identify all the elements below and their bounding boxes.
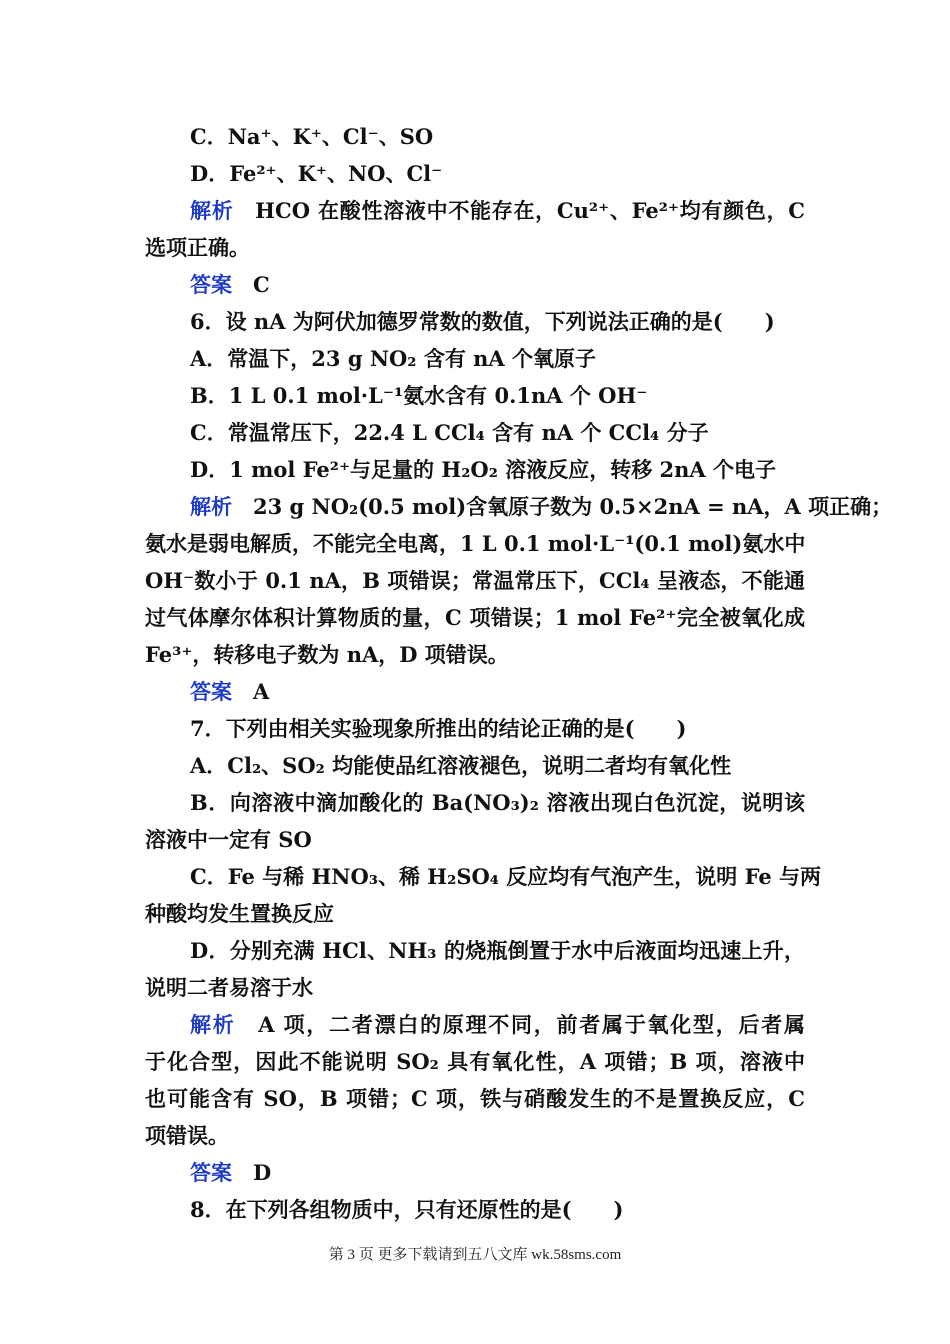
q7-analysis-line-1 xyxy=(190,1009,805,1041)
q7-option-d-line-2: 说明二者易溶于水 xyxy=(145,975,313,1000)
q5-analysis-line-1 xyxy=(190,195,805,227)
q5-option-c: C．Na⁺、K⁺、Cl⁻、SO xyxy=(190,124,434,149)
q7-stem: 7．下列由相关实验现象所推出的结论正确的是( ) xyxy=(190,716,687,741)
q5-option-d: D．Fe²⁺、K⁺、NO、Cl⁻ xyxy=(190,161,443,186)
q6-analysis-line-1 xyxy=(190,491,893,523)
q6-analysis-line-3: OH⁻数小于 0.1 nA，B 项错误；常温常压下，CCl₄ 呈液态，不能通 xyxy=(145,568,805,593)
q6-analysis-line-4: 过气体摩尔体积计算物质的量，C 项错误；1 mol Fe²⁺完全被氧化成 xyxy=(145,605,805,630)
q7-analysis-line-4: 项错误。 xyxy=(145,1123,229,1148)
answer-label: 答案 xyxy=(190,679,232,704)
q6-analysis-line-2: 氨水是弱电解质，不能完全电离，1 L 0.1 mol·L⁻¹(0.1 mol)氨水中 xyxy=(145,531,806,556)
q7-option-c-line-2: 种酸均发生置换反应 xyxy=(145,901,334,926)
q6-stem: 6．设 nA 为阿伏加德罗常数的数值，下列说法正确的是( ) xyxy=(190,309,775,334)
analysis-text: A 项，二者漂白的原理不同，前者属于氧化型，后者属 xyxy=(258,1012,806,1037)
analysis-label: 解析 xyxy=(190,1012,236,1037)
q6-option-b: B．1 L 0.1 mol·L⁻¹氨水含有 0.1nA 个 OH⁻ xyxy=(190,383,648,408)
q7-option-b-line-2: 溶液中一定有 SO xyxy=(145,827,312,852)
q7-option-a: A．Cl₂、SO₂ 均能使品红溶液褪色，说明二者均有氧化性 xyxy=(190,753,732,778)
q5-analysis-line-2: 选项正确。 xyxy=(145,235,250,260)
q6-answer xyxy=(190,676,269,708)
analysis-text: 23 g NO₂(0.5 mol)含氧原子数为 0.5×2nA = nA，A 项正确； xyxy=(253,494,893,519)
analysis-label: 解析 xyxy=(190,494,232,519)
q7-analysis-line-3: 也可能含有 SO，B 项错；C 项，铁与硝酸发生的不是置换反应，C xyxy=(145,1086,805,1111)
analysis-label: 解析 xyxy=(190,198,234,223)
q6-analysis-line-5: Fe³⁺，转移电子数为 nA，D 项错误。 xyxy=(145,642,509,667)
q7-analysis-line-2: 于化合型，因此不能说明 SO₂ 具有氧化性，A 项错；B 项，溶液中 xyxy=(145,1049,805,1074)
q7-option-c-line-1: C．Fe 与稀 HNO₃、稀 H₂SO₄ 反应均有气泡产生，说明 Fe 与两 xyxy=(190,864,822,889)
answer-value: C xyxy=(253,272,270,297)
q7-option-b-line-1: B．向溶液中滴加酸化的 Ba(NO₃)₂ 溶液出现白色沉淀，说明该 xyxy=(190,790,805,815)
q8-stem: 8．在下列各组物质中，只有还原性的是( ) xyxy=(190,1197,624,1222)
q6-option-a: A．常温下，23 g NO₂ 含有 nA 个氧原子 xyxy=(190,346,597,371)
analysis-text: HCO 在酸性溶液中不能存在，Cu²⁺、Fe²⁺均有颜色，C xyxy=(255,198,806,223)
answer-label: 答案 xyxy=(190,272,232,297)
page-footer: 第 3 页 更多下载请到五八文库 wk.58sms.com xyxy=(328,1247,622,1263)
answer-value: D xyxy=(253,1160,272,1185)
q7-answer xyxy=(190,1157,271,1189)
q6-option-c: C．常温常压下，22.4 L CCl₄ 含有 nA 个 CCl₄ 分子 xyxy=(190,420,709,445)
answer-label: 答案 xyxy=(190,1160,232,1185)
q5-answer xyxy=(190,269,270,301)
answer-value: A xyxy=(253,679,270,704)
q7-option-d-line-1: D．分别充满 HCl、NH₃ 的烧瓶倒置于水中后液面均迅速上升， xyxy=(190,938,805,963)
q6-option-d: D．1 mol Fe²⁺与足量的 H₂O₂ 溶液反应，转移 2nA 个电子 xyxy=(190,457,776,482)
